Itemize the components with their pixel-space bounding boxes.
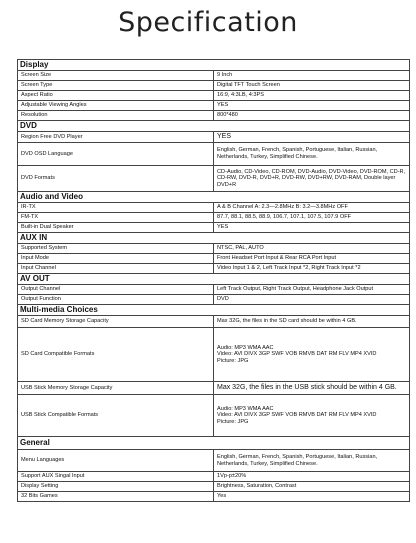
spec-value: 87.7, 88.1, 88.5, 88.9, 106.7, 107.1, 107.5, 107.9 OFF	[214, 213, 410, 223]
spec-label: Support AUX Singal Input	[18, 472, 214, 482]
spec-value-formats	[214, 395, 410, 437]
spec-value: CD-Audio, CD-Video, CD-ROM, DVD-Audio, DVD-Video, DVD-ROM, CD-R, CD-RW, DVD-R, DVD+R, DVD-RW, DVD+RW, DVD-RAM, Double layer DVD+R	[214, 166, 410, 192]
spec-value: Max 32G, the files in the USB stick should be within 4 GB.	[214, 382, 410, 395]
spec-label: 32 Bits Games	[18, 492, 214, 502]
specification-table	[17, 59, 410, 502]
spec-label: Resolution	[18, 111, 214, 121]
spec-label: Input Channel	[18, 264, 214, 274]
spec-label: Menu Languages	[18, 450, 214, 472]
spec-value-formats	[214, 328, 410, 382]
spec-value: YES	[214, 132, 410, 143]
spec-label: DVD Formats	[18, 166, 214, 192]
spec-value: Yes	[214, 492, 410, 502]
section-heading-aux-in: AUX IN	[18, 233, 410, 244]
spec-label: Screen Type	[18, 81, 214, 91]
section-heading-display: Display	[18, 60, 410, 71]
spec-label: Screen Size	[18, 71, 214, 81]
spec-value: A & B Channel A: 2.3—2.8MHz B: 3.2—3.8MHz OFF	[214, 203, 410, 213]
spec-label: Built-in Dual Speaker	[18, 223, 214, 233]
format-audio: Audio: MP3 WMA AAC	[217, 344, 274, 351]
section-heading-general: General	[18, 437, 410, 450]
section-heading-audio-video: Audio and Video	[18, 192, 410, 203]
spec-value: Max 32G, the files in the SD card should be within 4 GB.	[214, 316, 410, 328]
spec-label: Output Function	[18, 295, 214, 305]
spec-value: 16:9, 4:3LB, 4:3PS	[214, 91, 410, 101]
spec-label: SD Card Memory Storage Capacity	[18, 316, 214, 328]
spec-value: YES	[214, 223, 410, 233]
spec-label: SD Card Compatible Formats	[18, 328, 214, 382]
format-picture: Picture: JPG	[217, 418, 249, 425]
spec-label: Input Mode	[18, 254, 214, 264]
spec-label: Display Setting	[18, 482, 214, 492]
spec-value: English, German, French, Spanish, Portuguese, Italian, Russian, Netherlands, Turkey, Simplified Chinese.	[214, 450, 410, 472]
spec-label: Region Free DVD Player	[18, 132, 214, 143]
spec-value: Video Input 1 & 2, Left Track Input *2, Right Track Input *2	[214, 264, 410, 274]
spec-value: 800*480	[214, 111, 410, 121]
spec-value: 1Vp-p±20%	[214, 472, 410, 482]
spec-value: Front Headset Port Input & Rear RCA Port Input	[214, 254, 410, 264]
spec-value: Brightness, Saturation, Contrast	[214, 482, 410, 492]
spec-label: USB Stick Compatible Formats	[18, 395, 214, 437]
spec-label: Supported System	[18, 244, 214, 254]
format-audio: Audio: MP3 WMA AAC	[217, 405, 274, 412]
spec-value: DVD	[214, 295, 410, 305]
spec-value: YES	[214, 101, 410, 111]
format-video: Video: AVI DIVX 3GP SWF VOB RMVB DAT RM FLV MP4 XVID	[217, 412, 377, 419]
section-heading-dvd: DVD	[18, 121, 410, 132]
spec-label: FM-TX	[18, 213, 214, 223]
format-picture: Picture: JPG	[217, 357, 249, 364]
section-heading-multimedia: Multi-media Choices	[18, 305, 410, 316]
format-video: Video: AVI DIVX 3GP SWF VOB RMVB DAT RM FLV MP4 XVID	[217, 351, 377, 358]
spec-value: Left Track Output, Right Track Output, Headphone Jack Output	[214, 285, 410, 295]
spec-value: NTSC, PAL, AUTO	[214, 244, 410, 254]
section-heading-av-out: AV OUT	[18, 274, 410, 285]
spec-label: Output Channel	[18, 285, 214, 295]
spec-value: Digital TFT Touch Screen	[214, 81, 410, 91]
page-title: Specification	[118, 7, 298, 38]
spec-label: Adjustable Viewing Angles	[18, 101, 214, 111]
spec-label: USB Stick Memory Storage Capacity	[18, 382, 214, 395]
spec-label: IR-TX	[18, 203, 214, 213]
spec-value: 9 Inch	[214, 71, 410, 81]
spec-label: Aspect Ratio	[18, 91, 214, 101]
spec-label: DVD OSD Language	[18, 143, 214, 166]
spec-value: English, German, French, Spanish, Portuguese, Italian, Russian, Netherlands, Turkey, Simplified Chinese.	[214, 143, 410, 166]
